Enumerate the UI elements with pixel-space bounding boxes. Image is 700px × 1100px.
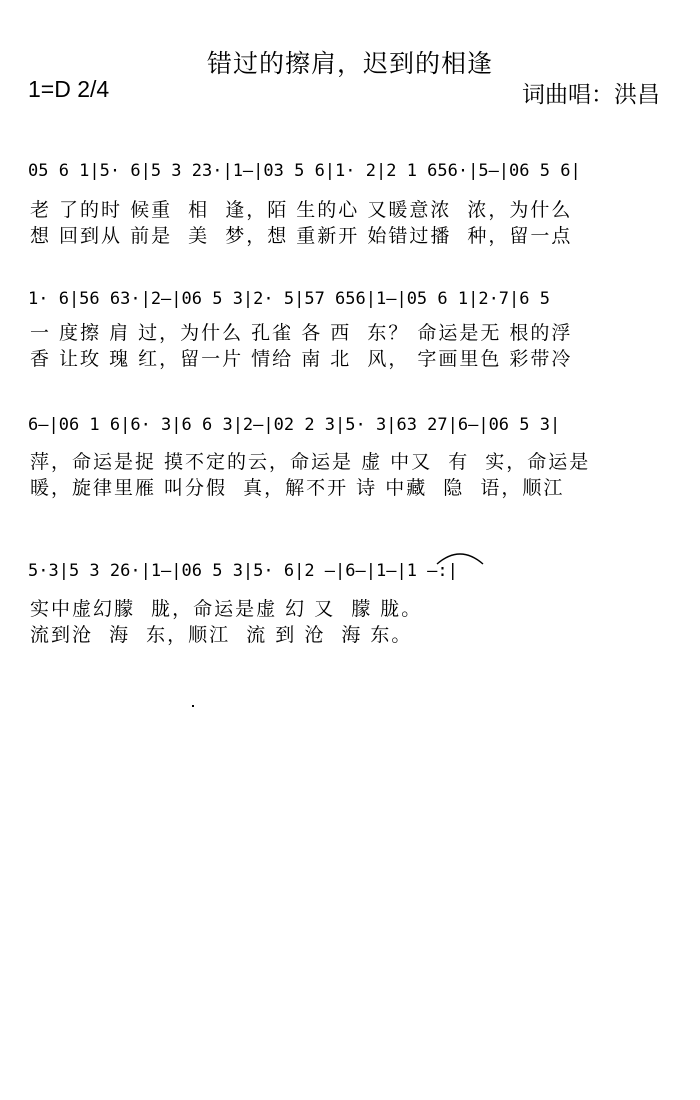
- notes-text: 5·3|5 3 26·|1–|06 5 3|5· 6|2 –|6–|1–|1 –:|: [28, 561, 458, 581]
- lyric-line-4b: 流到沧 海 东，顺江 流 到 沧 海 东。: [30, 624, 413, 646]
- lyric-line-4a: 实中虚幻朦 胧，命运是虚 幻 又 朦 胧。: [30, 598, 423, 620]
- notation-line-4: [0, 550, 700, 590]
- notation-line-1: [0, 150, 700, 190]
- lyric-line-3b: 暖，旋律里雁 叫分假 真，解不开 诗 中藏 隐 语，顺江: [30, 477, 565, 499]
- notes-text: 05 6 1|5· 6|5 3 23·|1–|03 5 6|1· 2|2 1 656·|5–|06 5 6|: [28, 161, 581, 181]
- lyric-line-1b: 想 回到从 前是 美 梦，想 重新开 始错过播 种，留一点: [30, 225, 573, 247]
- stray-dot: [192, 705, 194, 707]
- notes-text: 1· 6|56 63·|2–|06 5 3|2· 5|57 656|1–|05 6 1|2·7|6 5: [28, 289, 550, 309]
- lyric-line-2b: 香 让玫 瑰 红，留一片 情给 南 北 风， 字画里色 彩带冷: [30, 348, 573, 370]
- lyric-line-2a: 一 度擦 肩 过，为什么 孔雀 各 西 东？ 命运是无 根的浮: [30, 322, 573, 344]
- notes-text: 6–|06 1 6|6· 3|6 6 3|2–|02 2 3|5· 3|63 27|6–|06 5 3|: [28, 415, 561, 435]
- key-signature: 1=D 2/4: [28, 76, 110, 102]
- song-title: 错过的擦肩，迟到的相逢: [206, 49, 493, 78]
- song-credit: 词曲唱：洪昌: [522, 82, 660, 108]
- lyric-line-1a: 老 了的时 候重 相 逢，陌 生的心 又暖意浓 浓，为什么: [30, 199, 573, 221]
- notation-line-3: [0, 404, 700, 444]
- lyric-line-3a: 萍，命运是捉 摸不定的云，命运是 虚 中又 有 实，命运是: [30, 451, 591, 473]
- notation-line-2: [0, 278, 700, 318]
